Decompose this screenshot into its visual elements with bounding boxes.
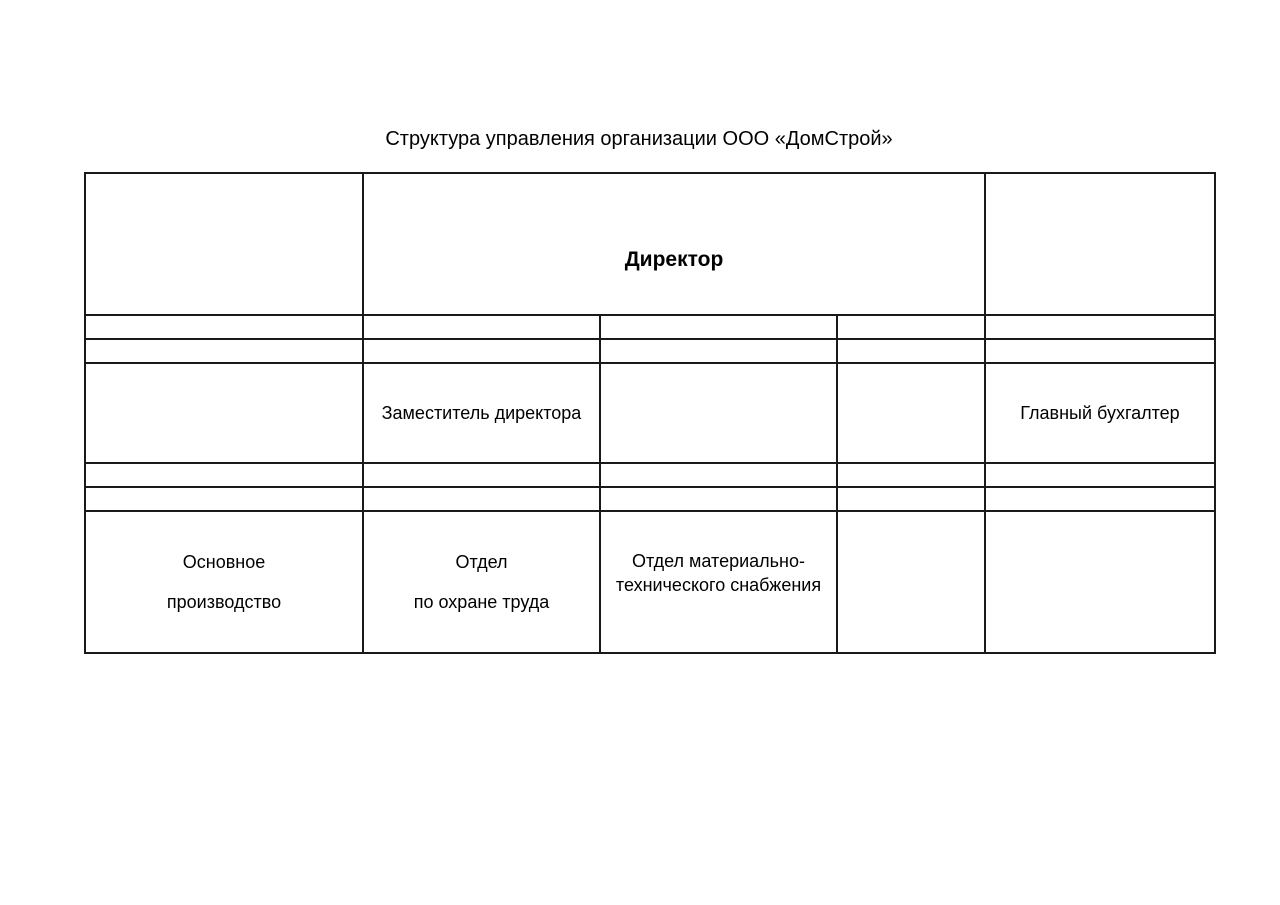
- table-cell: [85, 463, 363, 487]
- table-row: [85, 363, 1215, 463]
- table-row: [85, 339, 1215, 363]
- labor-protection-label-line2: по охране труда: [413, 592, 550, 612]
- procurement-label-line1: Отдел материально-: [631, 551, 805, 571]
- table-row: [85, 463, 1215, 487]
- table-cell: [837, 487, 985, 511]
- table-cell: [85, 487, 363, 511]
- labor-protection-label-line1: Отдел: [455, 552, 508, 572]
- table-cell: [85, 173, 363, 315]
- table-cell: [985, 463, 1215, 487]
- main-production-cell: [85, 511, 363, 653]
- table-row: [85, 511, 1215, 653]
- main-production-label-line2: производство: [166, 592, 282, 612]
- table-cell: [985, 339, 1215, 363]
- chief-accountant-label: Главный бухгалтер: [1020, 403, 1180, 423]
- table-cell: [600, 363, 837, 463]
- table-cell: [985, 173, 1215, 315]
- table-cell: [837, 363, 985, 463]
- table-row: [85, 315, 1215, 339]
- table-cell: [985, 315, 1215, 339]
- deputy-director-label: Заместитель директора: [381, 403, 582, 423]
- main-production-label-line1: Основное: [182, 552, 266, 572]
- table-cell: [837, 511, 985, 653]
- deputy-director-cell: [363, 363, 600, 463]
- table-cell: [600, 315, 837, 339]
- document-title: Структура управления организации ООО «ДомСтрой»: [385, 128, 893, 150]
- table-row: [85, 173, 1215, 315]
- table-cell: [363, 463, 600, 487]
- table-cell: [363, 487, 600, 511]
- table-cell: [85, 339, 363, 363]
- table-cell: [600, 487, 837, 511]
- director-cell: [363, 173, 985, 315]
- director-label: Директор: [624, 248, 724, 271]
- org-structure-table: [84, 172, 1216, 654]
- table-cell: [363, 315, 600, 339]
- table-cell: [985, 511, 1215, 653]
- table-cell: [985, 487, 1215, 511]
- table-cell: [363, 339, 600, 363]
- table-cell: [837, 339, 985, 363]
- procurement-label-line2: технического снабжения: [615, 575, 822, 595]
- table-cell: [837, 315, 985, 339]
- table-cell: [85, 315, 363, 339]
- procurement-cell: [600, 511, 837, 653]
- table-cell: [600, 463, 837, 487]
- table-cell: [837, 463, 985, 487]
- chief-accountant-cell: [985, 363, 1215, 463]
- labor-protection-cell: [363, 511, 600, 653]
- table-cell: [85, 363, 363, 463]
- table-row: [85, 487, 1215, 511]
- table-cell: [600, 339, 837, 363]
